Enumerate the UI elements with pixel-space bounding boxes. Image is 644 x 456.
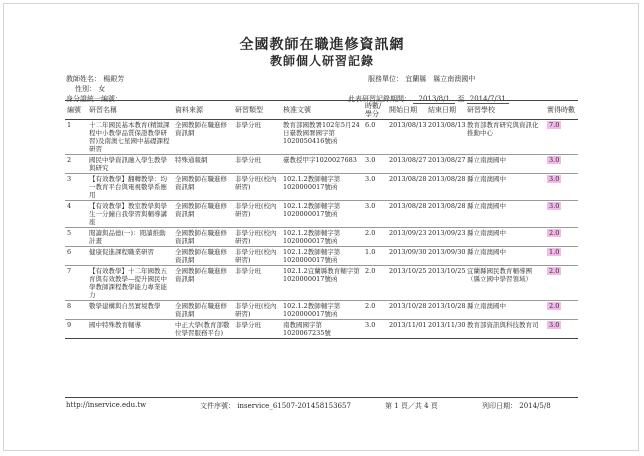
row-school [465,228,545,247]
record-subtitle: 教師個人研習記錄 [269,54,374,68]
header-hours: 實得時數 [547,106,575,114]
row-start-date-text: 2013/11/01 [389,321,426,329]
footer-page-info: 第 1 頁／共 4 頁 [385,402,438,410]
row-end-date [426,301,465,320]
footer-divider [65,397,578,398]
table-row [65,247,578,266]
row-doc [281,228,363,247]
row-school [465,174,545,201]
row-hours-text: 2.0 [549,229,560,237]
header-no: 編號 [67,106,81,114]
header-end: 結束日期 [428,106,456,114]
row-name [87,301,173,320]
row-hours [545,301,578,320]
site-title: 全國教師在職進修資訊網 [239,37,405,53]
row-start-date [387,320,426,339]
row-credits [363,228,387,247]
unit-label: 服務單位： [368,75,403,83]
row-hours-text: 7.0 [549,121,560,129]
row-doc-text: 102.1.2教師輔字第1020000017號函 [283,248,341,264]
row-type [233,155,281,174]
row-hours-text: 1.0 [549,248,560,256]
row-doc-text: 102.1.2教師輔字第1020000017號函 [283,229,341,245]
table-row [65,155,578,174]
row-no-text: 9 [67,321,72,329]
row-source [173,120,233,155]
row-school [465,266,545,301]
row-hours [545,228,578,247]
row-no [65,266,87,301]
row-start-date [387,228,426,247]
gender-value: 女 [98,85,106,93]
row-start-date [387,120,426,155]
row-source [173,228,233,247]
row-type-text: 非學分班 [235,321,261,329]
row-name-text: 數學建構與自然實境教學 [89,302,161,310]
id-label: 身分證統一編號： [66,95,122,103]
row-start-date-text: 2013/08/28 [389,202,426,210]
footer-url: http://inservice.edu.tw [66,401,147,409]
table-header-row [65,101,578,120]
row-start-date [387,301,426,320]
row-source-text: 全國教師在職進修資訊網 [175,229,227,245]
row-school-text: 宜蘭縣國民教育輔導團（縣立國中學習領域） [467,267,532,283]
row-type [233,320,281,339]
row-end-date-text: 2013/09/23 [428,229,465,237]
row-credits-text: 2.0 [365,302,376,310]
period-start: 2013/8/1 [413,95,455,104]
row-source [173,201,233,228]
row-school [465,301,545,320]
row-credits [363,201,387,228]
service-unit [368,74,475,84]
row-end-date [426,266,465,301]
row-name-text: 【有效教學】教室教學與學生一分鐘自我學習與輔導講座 [89,202,167,226]
row-credits [363,174,387,201]
row-hours [545,201,578,228]
header-type: 研習類型 [235,106,263,114]
row-type [233,174,281,201]
row-type-text: 非學分班(校內研習) [235,175,277,191]
row-source-text: 全國教師在職進修資訊網 [175,121,227,137]
row-school-text: 縣立南澳國中 [467,202,506,210]
table-row [65,174,578,201]
row-end-date [426,120,465,155]
row-hours-text: 3.0 [549,156,560,164]
row-source [173,320,233,339]
row-source-text: 全國教師在職進修資訊網 [175,248,227,264]
row-school [465,201,545,228]
row-hours-text: 3.0 [549,175,560,183]
row-no-text: 4 [67,202,72,210]
footer-serial [200,401,351,411]
row-start-date-text: 2013/09/23 [389,229,426,237]
row-end-date-text: 2013/08/28 [428,175,465,183]
print-date: 2014/5/8 [519,402,551,410]
name-label: 教師姓名： [66,75,101,83]
row-doc-text: 102.1.2宜蘭縣教育輔字第1020000017號函 [283,267,360,283]
header-name: 研習名稱 [89,106,117,114]
row-hours [545,120,578,155]
row-credits-text: 3.0 [365,156,376,164]
row-type [233,301,281,320]
row-end-date-text: 2013/09/30 [428,248,465,256]
row-school [465,120,545,155]
row-doc [281,201,363,228]
row-doc [281,155,363,174]
row-name-text: 國中特殊教育輔導 [89,321,141,329]
row-doc-text: 102.1.2教師輔字第1020000017號函 [283,202,341,218]
row-end-date [426,174,465,201]
row-name [87,228,173,247]
row-type-text: 非學分班(校內研習) [235,302,277,318]
row-no-text: 6 [67,248,72,256]
unit-value: 宜蘭縣 縣立南澳國中 [405,75,476,83]
row-end-date-text: 2013/11/30 [428,321,465,329]
row-name [87,320,173,339]
row-start-date [387,247,426,266]
training-record-table [65,100,578,339]
row-hours [545,266,578,301]
row-end-date [426,201,465,228]
row-name-text: 閱讀與品德(一)：閱讀推動計畫 [89,229,166,245]
row-credits-text: 1.0 [365,248,376,256]
row-type-text: 非學分班(校內研習) [235,202,277,218]
row-end-date [426,247,465,266]
print-label: 列印日期： [482,402,517,410]
period-to: 至 [457,95,465,103]
period-end: 2014/7/31 [467,95,509,104]
table-row [65,266,578,301]
row-source-text: 全國教師在職進修資訊網 [175,202,227,218]
period-label: 此表研習記錄期間： [348,95,411,103]
row-end-date [426,155,465,174]
header-start: 開始日期 [389,106,417,114]
row-no-text: 8 [67,302,72,310]
footer-print-date [482,401,551,411]
row-credits-text: 6.0 [365,121,376,129]
row-end-date-text: 2013/08/27 [428,156,465,164]
row-start-date-text: 2013/10/28 [389,302,426,310]
row-source [173,301,233,320]
row-type-text: 非學分班 [235,267,261,275]
row-doc [281,320,363,339]
row-no-text: 7 [67,267,72,275]
row-start-date-text: 2013/09/30 [389,248,426,256]
row-type-text: 非學分班 [235,156,261,164]
row-school [465,155,545,174]
row-school-text: 縣立南澳國中 [467,229,506,237]
row-start-date [387,201,426,228]
row-name [87,247,173,266]
row-name [87,174,173,201]
row-credits-text: 2.0 [365,267,376,275]
row-end-date-text: 2013/08/28 [428,202,465,210]
teacher-name [66,74,124,84]
row-end-date [426,320,465,339]
table-row [65,120,578,155]
gender [75,84,105,94]
row-start-date [387,174,426,201]
table-row [65,201,578,228]
table-row [65,320,578,339]
row-name [87,120,173,155]
row-type-text: 非學分班 [235,121,261,129]
row-name-text: 【有效教學】翻轉教學：均一教育平台與電視數學系應用 [89,175,167,199]
row-hours-text: 2.0 [549,267,560,275]
row-school-text: 教育部教育研究與資訊化推動中心 [467,121,539,137]
row-doc-text: 南教國國字第1020067235號 [283,321,331,337]
row-credits-text: 3.0 [365,202,376,210]
row-no-text: 3 [67,175,72,183]
row-no-text: 5 [67,229,72,237]
row-name-text: 【有效教學】十二年國教五育與有效教學—提升國民中學教師課程教學能力專業能力 [89,267,167,299]
row-type [233,228,281,247]
row-end-date-text: 2013/08/13 [428,121,465,129]
row-no [65,120,87,155]
row-school [465,320,545,339]
row-no [65,320,87,339]
row-source [173,174,233,201]
row-source-text: 特殊通報網 [175,156,208,164]
header-credits: 時數/學分 [365,102,382,118]
row-start-date [387,155,426,174]
row-type-text: 非學分班(校內研習) [235,229,277,245]
row-no [65,301,87,320]
row-hours [545,174,578,201]
row-hours-text: 2.0 [549,302,560,310]
serial-value: inservice_61507-201458153657 [237,402,351,410]
row-credits [363,120,387,155]
row-credits [363,320,387,339]
row-hours-text: 3.0 [549,202,560,210]
row-credits-text: 3.0 [365,175,376,183]
row-type [233,247,281,266]
row-no-text: 1 [67,121,72,129]
gender-label: 性別： [75,85,96,93]
row-doc [281,174,363,201]
row-source-text: 全國教師在職進修資訊網 [175,175,227,191]
row-source-text: 全國教師在職進修資訊網 [175,302,227,318]
row-type-text: 非學分班(校內研習) [235,248,277,264]
row-doc [281,301,363,320]
row-no [65,228,87,247]
row-doc [281,120,363,155]
row-credits-text: 2.0 [365,229,376,237]
row-source [173,247,233,266]
row-credits [363,155,387,174]
row-doc-text: 102.1.2教師輔字第1020000017號函 [283,302,341,318]
row-no-text: 2 [67,156,72,164]
row-end-date-text: 2013/10/28 [428,302,465,310]
name-value: 楊銀芳 [103,75,125,83]
row-school-text: 縣立南澳國中 [467,248,506,256]
row-hours-text: 3.0 [549,321,560,329]
row-credits [363,301,387,320]
row-doc-text: 臺教授甲字1020027683 [283,156,357,164]
row-type [233,201,281,228]
row-no [65,174,87,201]
row-start-date-text: 2013/10/25 [389,267,426,275]
row-start-date-text: 2013/08/28 [389,175,426,183]
row-source-text: 中正大學(教育部數位學習服務平台) [175,321,230,337]
row-end-date [426,228,465,247]
row-source [173,266,233,301]
row-type [233,120,281,155]
row-doc-text: 教育部國教署102年5月24日臺教國署國字第1020050416號函 [283,121,360,145]
row-no [65,247,87,266]
row-name-text: 國民中學資訊融入學生教學與研究 [89,156,167,172]
row-hours [545,247,578,266]
row-hours [545,320,578,339]
row-end-date-text: 2013/10/25 [428,267,465,275]
serial-label: 文件序號： [200,402,235,410]
row-source [173,155,233,174]
row-source-text: 全國教師在職進修資訊網 [175,267,227,283]
header-source: 資料來源 [175,106,203,114]
row-hours [545,155,578,174]
row-school-text: 縣立南澳國中 [467,175,506,183]
table-row [65,301,578,320]
row-school-text: 縣立南澳國中 [467,302,506,310]
row-no [65,155,87,174]
row-type [233,266,281,301]
row-credits-text: 3.0 [365,321,376,329]
row-start-date [387,266,426,301]
row-school [465,247,545,266]
row-name-text: 十二年國民基本教育(精緻課程中小教學品質保證教學研習)及南澳七星國中基礎課程研習 [89,121,170,153]
row-credits [363,247,387,266]
row-doc-text: 102.1.2教師輔字第1020000017號函 [283,175,341,191]
row-no [65,201,87,228]
row-school-text: 縣立南澳國中 [467,156,506,164]
row-credits [363,266,387,301]
table-row [65,228,578,247]
row-doc [281,247,363,266]
row-start-date-text: 2013/08/13 [389,121,426,129]
row-name [87,266,173,301]
row-name-text: 健康促進課程職業研習 [89,248,154,256]
row-name [87,155,173,174]
header-school: 研習學校 [467,106,495,114]
row-name [87,201,173,228]
row-start-date-text: 2013/08/27 [389,156,426,164]
row-doc [281,266,363,301]
header-doc: 核准文號 [283,106,311,114]
row-school-text: 教育部資訊與科技教育司 [467,321,539,329]
